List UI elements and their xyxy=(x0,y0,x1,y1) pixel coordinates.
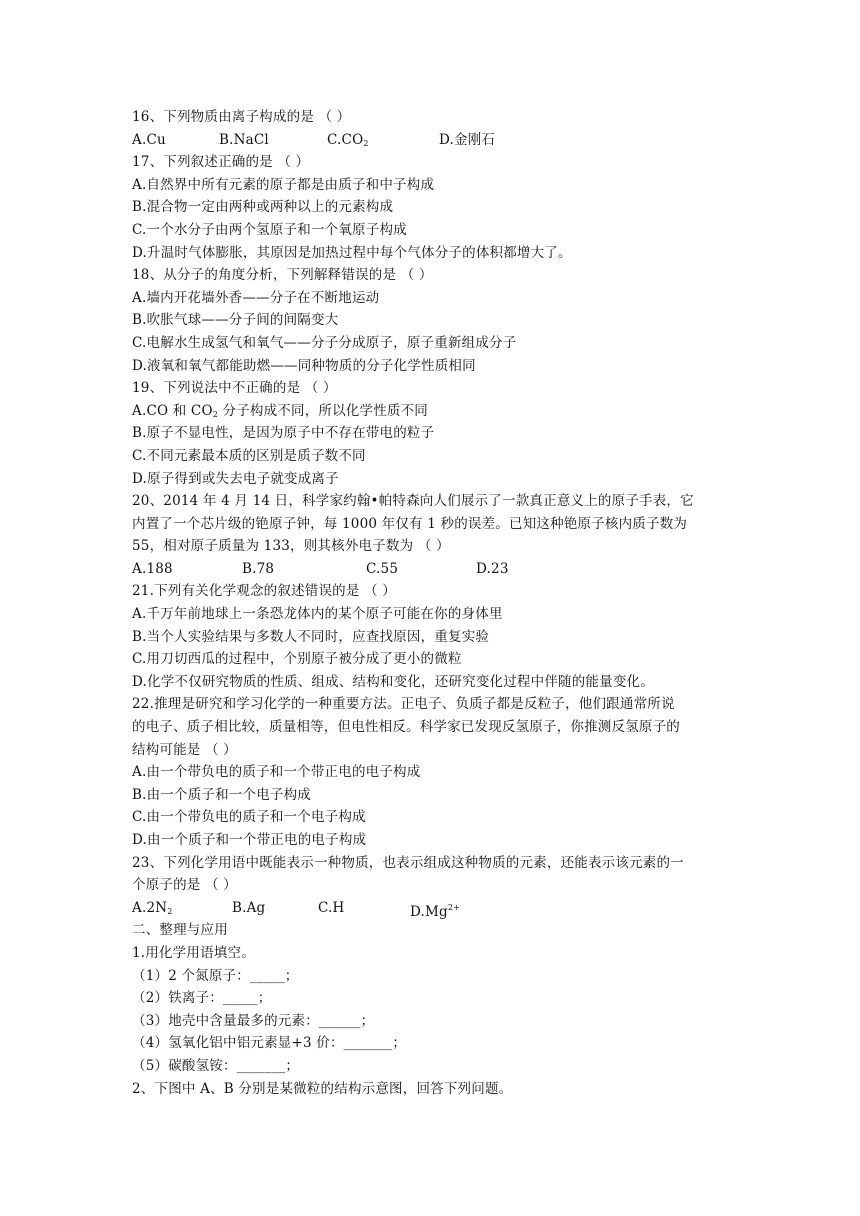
question-23-options xyxy=(132,897,860,920)
question-2: 2、下图中 A、B 分别是某微粒的结构示意图，回答下列问题。 xyxy=(132,1080,513,1097)
option-c: C.用刀切西瓜的过程中，个别原子被分成了更小的微粒 xyxy=(132,651,462,668)
option-a: A.自然界中所有元素的原子都是由质子和中子构成 xyxy=(132,176,435,193)
option-d: D.化学不仅研究物质的性质、组成、结构和变化，还研究变化过程中伴随的能量变化。 xyxy=(132,673,654,690)
question-22-line-3: 结构可能是 （ ） xyxy=(132,741,237,758)
option-d: D.23 xyxy=(476,560,509,577)
question-22-line-2: 的电子、质子相比较，质量相等，但电性相反。科学家已发现反氢原子，你推测反氢原子的 xyxy=(132,719,680,736)
question-22-line-1: 22.推理是研究和学习化学的一种重要方法。正电子、负质子都是反粒子，他们跟通常所说 xyxy=(132,696,675,713)
option-d: D.液氧和氧气都能助燃——同种物质的分子化学性质相同 xyxy=(132,357,476,374)
option-d: $D.Mg^{2+}$ xyxy=(410,902,461,920)
option-b: B.Ag xyxy=(232,899,266,916)
option-c: C.H xyxy=(318,899,345,916)
question-19: 19、下列说法中不正确的是 （ ） xyxy=(132,380,337,397)
option-d: D.升温时气体膨胀，其原因是加热过程中每个气体分子的体积都增大了。 xyxy=(132,244,572,261)
question-20-options xyxy=(132,558,860,581)
option-b: B.NaCl xyxy=(219,131,269,148)
option-b: B.当个人实验结果与多数人不同时，应查找原因，重复实验 xyxy=(132,628,490,645)
question-20-line-3: 55，相对原子质量为 133，则其核外电子数为 （ ） xyxy=(132,538,450,555)
option-a: A.CO 和 $CO_2$ 分子构成不同，所以化学性质不同 xyxy=(132,402,429,419)
option-c: C.电解水生成氢气和氧气——分子分成原子，原子重新组成分子 xyxy=(132,334,517,351)
option-d: D.原子得到或失去电子就变成离子 xyxy=(132,470,339,487)
option-b: B.78 xyxy=(242,560,275,577)
option-c: C.55 xyxy=(366,560,399,577)
option-a: A.千万年前地球上一条恐龙体内的某个原子可能在你的身体里 xyxy=(132,606,503,623)
question-16-options xyxy=(132,129,860,152)
question-20-line-1: 20、2014 年 4 月 14 日，科学家约翰•帕特森向人们展示了一款真正意义上的原子手表，它 xyxy=(132,493,694,510)
option-a: $A.2N_2$ xyxy=(132,899,173,916)
question-21: 21.下列有关化学观念的叙述错误的是 （ ） xyxy=(132,583,396,600)
fill-blank-5: （5）碳酸氢铵：_______； xyxy=(132,1057,300,1074)
question-1: 1.用化学用语填空。 xyxy=(132,944,255,961)
option-b: B.由一个质子和一个电子构成 xyxy=(132,786,312,803)
option-a: A.Cu xyxy=(132,131,166,148)
fill-blank-3: （3）地壳中含量最多的元素：______； xyxy=(132,1012,375,1029)
fill-blank-1: （1）2 个氮原子：_____； xyxy=(132,967,299,984)
question-23-line-2: 个原子的是 （ ） xyxy=(132,877,237,894)
fill-blank-4: （4）氢氧化铝中铝元素显+3 价：_______； xyxy=(132,1035,407,1052)
option-b: B.混合物一定由两种或两种以上的元素构成 xyxy=(132,199,394,216)
question-17: 17、下列叙述正确的是 （ ） xyxy=(132,154,310,171)
option-d: D.金刚石 xyxy=(439,131,496,148)
question-20-line-2: 内置了一个芯片级的铯原子钟，每 1000 年仅有 1 秒的误差。已知这种铯原子核内质子数为 xyxy=(132,515,688,532)
option-a: A.由一个带负电的质子和一个带正电的电子构成 xyxy=(132,764,421,781)
option-b: B.吹胀气球——分子间的间隔变大 xyxy=(132,312,339,329)
option-c: $C.CO_2$ xyxy=(327,131,369,148)
fill-blank-2: （2）铁离子：_____； xyxy=(132,990,272,1007)
option-a: A.墙内开花墙外香——分子在不断地运动 xyxy=(132,289,380,306)
question-18: 18、从分子的角度分析，下列解释错误的是 （ ） xyxy=(132,267,433,284)
option-b: B.原子不显电性，是因为原子中不存在带电的粒子 xyxy=(132,425,435,442)
option-d: D.由一个质子和一个带正电的电子构成 xyxy=(132,832,367,848)
section-heading: 二、整理与应用 xyxy=(132,922,228,939)
option-a: A.188 xyxy=(132,560,173,577)
question-16: 16、下列物质由离子构成的是 （ ） xyxy=(132,109,351,125)
question-23-line-1: 23、下列化学用语中既能表示一种物质，也表示组成这种物质的元素，还能表示该元素的一 xyxy=(132,854,684,871)
option-c: C.由一个带负电的质子和一个电子构成 xyxy=(132,809,366,826)
option-c: C.不同元素最本质的区别是质子数不同 xyxy=(132,447,366,464)
option-c: C.一个水分子由两个氢原子和一个氧原子构成 xyxy=(132,221,407,238)
